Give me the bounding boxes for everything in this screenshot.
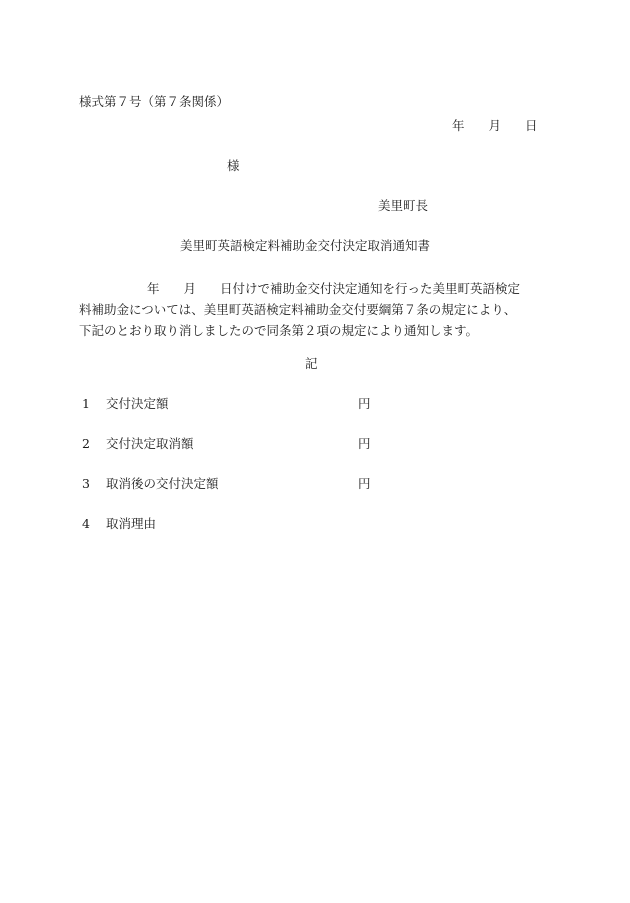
form-number: 様式第７号（第７条関係） xyxy=(79,94,230,109)
date-line xyxy=(452,120,538,133)
item-unit: 円 xyxy=(358,396,371,411)
body-line-1 xyxy=(79,278,549,299)
body-paragraph xyxy=(79,278,549,341)
item-unit: 円 xyxy=(358,436,371,451)
body-line-3: 下記のとおり取り消しましたので同条第２項の規定により通知します。 xyxy=(79,323,479,338)
document-title: 美里町英語検定料補助金交付決定取消通知書 xyxy=(180,238,431,253)
list-item xyxy=(82,396,371,411)
ki-heading: 記 xyxy=(305,356,318,371)
item-number: 2 xyxy=(82,436,90,451)
item-number: 3 xyxy=(82,476,90,491)
issuer-name: 美里町長 xyxy=(378,198,429,213)
item-number: 4 xyxy=(82,516,90,531)
item-label: 取消後の交付決定額 xyxy=(106,476,219,491)
list-item xyxy=(82,436,371,451)
item-label: 取消理由 xyxy=(106,516,157,531)
item-number: 1 xyxy=(82,396,90,411)
item-unit: 円 xyxy=(358,476,371,491)
body-month-label: 月 xyxy=(183,281,197,296)
date-year-label: 年 xyxy=(452,118,465,133)
recipient-suffix: 様 xyxy=(227,158,240,173)
date-month-label: 月 xyxy=(488,118,502,133)
item-label: 交付決定取消額 xyxy=(106,436,194,451)
list-item xyxy=(82,518,156,531)
item-label: 交付決定額 xyxy=(106,396,169,411)
body-year-label: 年 xyxy=(147,281,160,296)
list-item xyxy=(82,476,371,491)
date-day-label: 日 xyxy=(525,118,538,133)
body-line-2: 料補助金については、美里町英語検定料補助金交付要綱第７条の規定により、 xyxy=(79,302,517,317)
body-line-1-rest: 日付けで補助金交付決定通知を行った美里町英語検定 xyxy=(220,281,521,296)
